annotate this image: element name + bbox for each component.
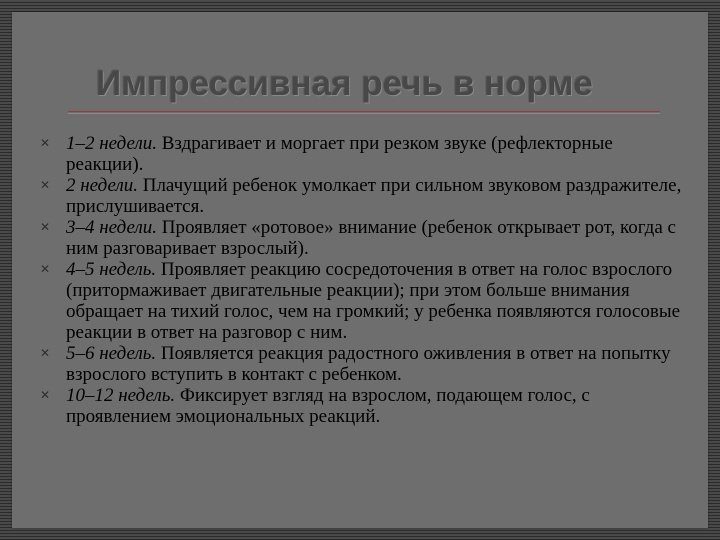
x-bullet-icon: ✕	[40, 388, 51, 402]
list-item	[0, 343, 720, 385]
item-text: Появляется реакция радостного оживления в ответ на попытку взрослого вступить в контакт с ребенком.	[66, 343, 671, 385]
age-label: 10–12 недель.	[66, 385, 176, 406]
item-text: Проявляет реакцию сосредоточения в ответ на голос взрослого (притормаживает двигательные реакции); при этом больше внимания обращает на тихий голос, чем на громкий; у ребенка появляются голосовые реакции в ответ на разговор с ним.	[66, 259, 681, 343]
list-item	[0, 259, 720, 343]
age-label: 1–2 недели.	[66, 133, 157, 154]
slide-title: Импрессивная речь в норме	[96, 64, 593, 103]
title-underline	[68, 111, 660, 112]
x-bullet-icon: ✕	[40, 346, 51, 360]
age-label: 4–5 недель.	[66, 259, 157, 280]
age-label: 3–4 недели.	[66, 217, 157, 238]
list-item	[0, 217, 720, 259]
x-bullet-icon: ✕	[40, 136, 51, 150]
x-bullet-icon: ✕	[40, 262, 51, 276]
item-text: Проявляет «ротовое» внимание (ребенок открывает рот, когда с ним разговаривает взрослый).	[66, 217, 676, 259]
title-underline-shadow	[68, 113, 660, 114]
x-bullet-icon: ✕	[40, 220, 51, 234]
age-label: 2 недели.	[66, 175, 138, 196]
item-text: Фиксирует взгляд на взрослом, подающем голос, с проявлением эмоциональных реакций.	[66, 385, 590, 427]
x-bullet-icon: ✕	[40, 178, 51, 192]
milestone-list	[0, 133, 720, 427]
list-item	[0, 385, 720, 427]
list-item	[0, 133, 720, 175]
list-item	[0, 175, 720, 217]
age-label: 5–6 недель.	[66, 343, 157, 364]
item-text: Вздрагивает и моргает при резком звуке (рефлекторные реакции).	[66, 133, 613, 175]
item-text: Плачущий ребенок умолкает при сильном звуковом раздражителе, прислушивается.	[66, 175, 682, 217]
